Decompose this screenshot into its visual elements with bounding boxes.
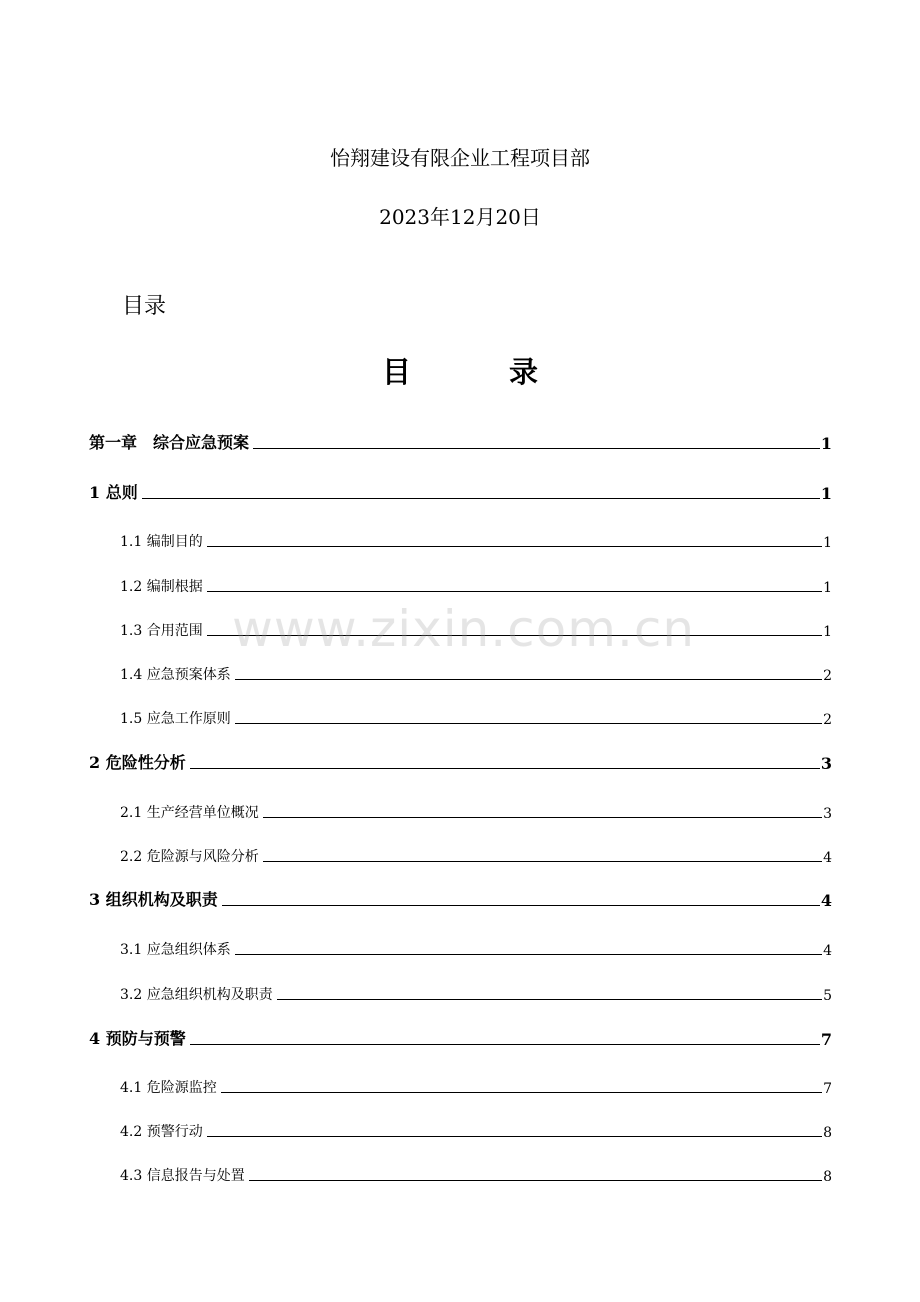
toc-entry-label: 1.1 编制目的 — [120, 534, 203, 550]
toc-entry[interactable] — [89, 481, 832, 503]
toc-entry-page: 3 — [820, 754, 832, 773]
toc-entry[interactable] — [120, 937, 832, 959]
toc-entry-label: 4.2 预警行动 — [120, 1124, 203, 1140]
toc-leader-line — [190, 768, 820, 769]
toc-entry-label: 1 总则 — [89, 483, 138, 502]
contents-small-heading: 目录 — [122, 294, 167, 319]
toc-leader-line — [142, 498, 820, 499]
toc-entry[interactable] — [120, 1119, 832, 1141]
toc-entry-label: 第一章 综合应急预案 — [89, 433, 250, 452]
toc-entry-page: 1 — [820, 484, 832, 503]
toc-leader-line — [207, 635, 822, 636]
toc-leader-line — [207, 1136, 822, 1137]
toc-entry-page: 4 — [823, 943, 832, 959]
toc-entry-label: 4 预防与预警 — [89, 1029, 186, 1048]
toc-entry-label: 3.2 应急组织机构及职责 — [120, 987, 273, 1003]
toc-entry[interactable] — [89, 888, 832, 910]
toc-title: 目 录 — [381, 355, 583, 389]
watermark: www.zixin.com.cn — [232, 600, 696, 658]
toc-leader-line — [263, 817, 822, 818]
toc-entry-label: 4.3 信息报告与处置 — [120, 1168, 245, 1184]
toc-entry[interactable] — [120, 618, 832, 640]
toc-leader-line — [235, 679, 822, 680]
toc-entry[interactable] — [120, 982, 832, 1004]
toc-entry-label: 3 组织机构及职责 — [89, 890, 218, 909]
toc-leader-line — [190, 1044, 820, 1045]
toc-entry-page: 8 — [823, 1169, 832, 1185]
toc-entry-label: 3.1 应急组织体系 — [120, 942, 231, 958]
toc-entry-page: 3 — [823, 806, 832, 822]
toc-entry-page: 7 — [823, 1081, 832, 1097]
toc-leader-line — [263, 861, 822, 862]
toc-entry-label: 4.1 危险源监控 — [120, 1080, 217, 1096]
toc-entry-label: 2 危险性分析 — [89, 753, 186, 772]
toc-entry[interactable] — [120, 1075, 832, 1097]
toc-entry-page: 2 — [823, 668, 832, 684]
toc-entry[interactable] — [89, 431, 832, 453]
toc-entry[interactable] — [120, 706, 832, 728]
toc-entry-label: 1.2 编制根据 — [120, 579, 203, 595]
toc-entry[interactable] — [89, 1027, 832, 1049]
toc-entry-label: 1.3 合用范围 — [120, 623, 203, 639]
toc-entry-page: 1 — [820, 434, 832, 453]
toc-entry[interactable] — [120, 800, 832, 822]
toc-leader-line — [222, 905, 820, 906]
toc-entry-page: 4 — [820, 891, 832, 910]
toc-entry-page: 1 — [823, 624, 832, 640]
toc-leader-line — [221, 1092, 822, 1093]
toc-entry-label: 2.2 危险源与风险分析 — [120, 849, 259, 865]
toc-entry[interactable] — [120, 1163, 832, 1185]
toc-entry-label: 1.4 应急预案体系 — [120, 667, 231, 683]
company-name: 怡翔建设有限企业工程项目部 — [330, 146, 590, 170]
toc-entry-page: 1 — [823, 580, 832, 596]
toc-entry[interactable] — [120, 574, 832, 596]
toc-entry[interactable] — [89, 751, 832, 773]
toc-leader-line — [253, 448, 820, 449]
document-date: 2023年12月20日 — [379, 205, 541, 229]
toc-entry-label: 1.5 应急工作原则 — [120, 711, 231, 727]
toc-leader-line — [207, 591, 822, 592]
toc-entry[interactable] — [120, 529, 832, 551]
toc-leader-line — [277, 999, 822, 1000]
toc-entry-page: 5 — [823, 988, 832, 1004]
toc-leader-line — [207, 546, 822, 547]
toc-leader-line — [235, 723, 822, 724]
toc-leader-line — [249, 1180, 822, 1181]
toc-entry-label: 2.1 生产经营单位概况 — [120, 805, 259, 821]
toc-leader-line — [235, 954, 822, 955]
toc-entry-page: 4 — [823, 850, 832, 866]
toc-entry[interactable] — [120, 662, 832, 684]
toc-entry-page: 8 — [823, 1125, 832, 1141]
toc-entry[interactable] — [120, 844, 832, 866]
toc-entry-page: 7 — [820, 1030, 832, 1049]
toc-entry-page: 1 — [823, 535, 832, 551]
toc-entry-page: 2 — [823, 712, 832, 728]
